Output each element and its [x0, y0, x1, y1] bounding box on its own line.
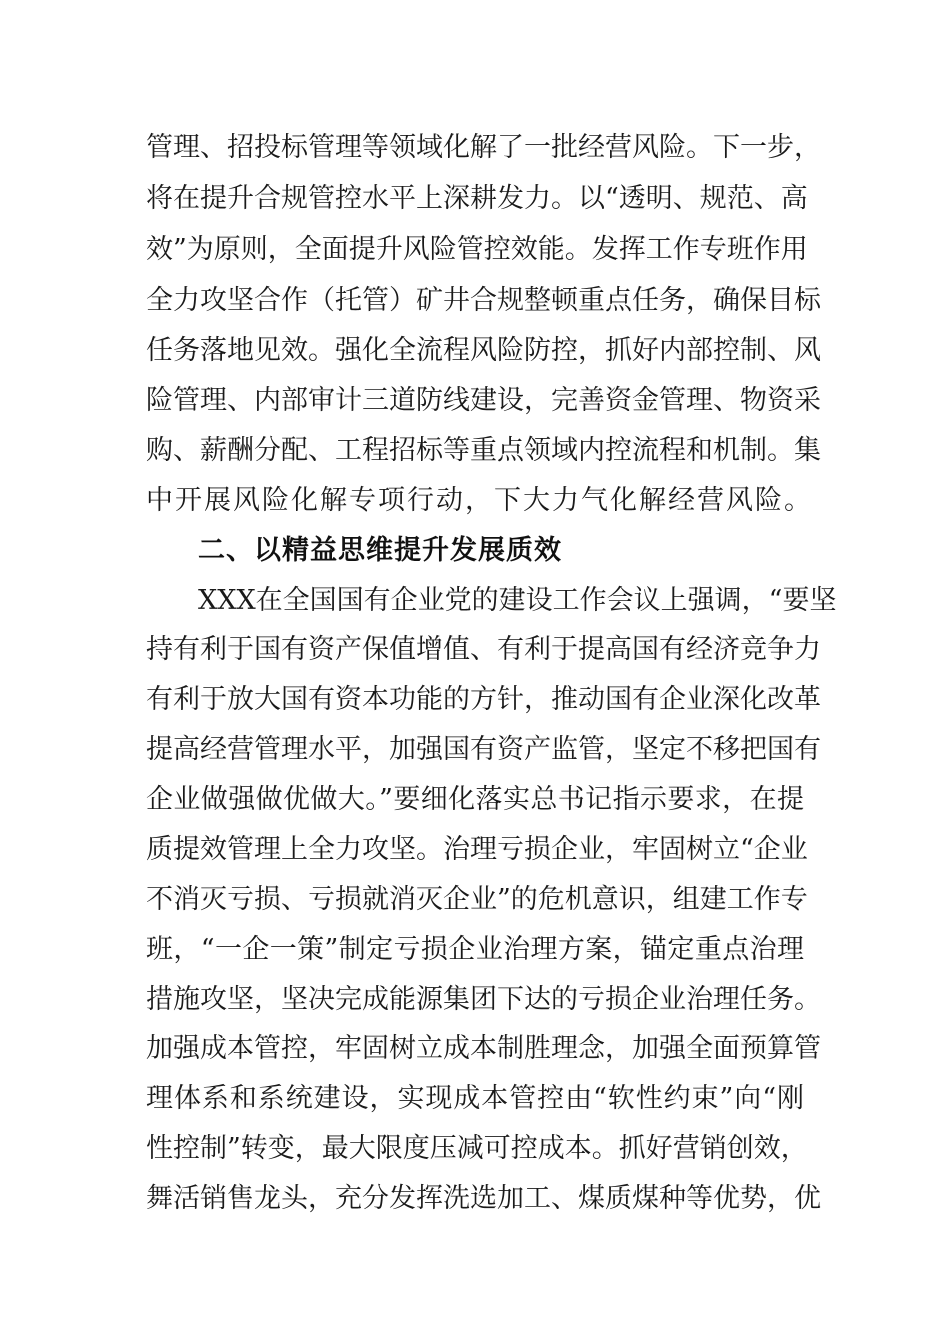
paragraph-2-line-13: 舞活销售龙头，充分发挥洗选加工、煤质煤种等优势，优 [146, 1183, 821, 1214]
paragraph-2-line-1: XXX在全国国有企业党的建设工作会议上强调，“要坚 [198, 585, 837, 616]
paragraph-1-line-5: 任务落地见效。强化全流程风险防控，抓好内部控制、风 [146, 335, 821, 366]
paragraph-2-line-2: 持有利于国有资产保值增值、有利于提高国有经济竞争力 [146, 634, 821, 665]
paragraph-2-line-6: 质提效管理上全力攻坚。治理亏损企业，牢固树立“企业 [146, 834, 808, 865]
paragraph-2-line-4: 提高经营管理水平，加强国有资产监管，坚定不移把国有 [146, 734, 821, 765]
paragraph-2-line-11: 理体系和系统建设，实现成本管控由“软性约束”向“刚 [146, 1083, 804, 1114]
paragraph-2-line-3: 有利于放大国有资本功能的方针，推动国有企业深化改革 [146, 684, 821, 715]
paragraph-2-line-12: 性控制”转变，最大限度压减可控成本。抓好营销创效， [146, 1133, 808, 1164]
paragraph-2-line-8: 班，“一企一策”制定亏损企业治理方案，锚定重点治理 [146, 934, 804, 965]
paragraph-2-line-7: 不消灭亏损、亏损就消灭企业”的危机意识，组建工作专 [146, 884, 808, 915]
paragraph-2-line-10: 加强成本管控，牢固树立成本制胜理念，加强全面预算管 [146, 1033, 821, 1064]
paragraph-1-line-1: 管理、招投标管理等领域化解了一批经营风险。下一步， [146, 132, 821, 163]
section-heading-2: 二、以精益思维提升发展质效 [198, 535, 562, 566]
paragraph-1-line-4: 全力攻坚合作（托管）矿井合规整顿重点任务，确保目标 [146, 285, 821, 316]
paragraph-1-line-2: 将在提升合规管控水平上深耕发力。以“透明、规范、高 [146, 183, 808, 214]
paragraph-2-line-5: 企业做强做优做大。”要细化落实总书记指示要求，在提 [146, 784, 804, 815]
paragraph-1-line-3: 效”为原则，全面提升风险管控效能。发挥工作专班作用 [146, 234, 808, 265]
paragraph-1-line-7: 购、薪酬分配、工程招标等重点领域内控流程和机制。集 [146, 435, 821, 466]
paragraph-2-line-9: 措施攻坚，坚决完成能源集团下达的亏损企业治理任务。 [146, 984, 821, 1015]
paragraph-1-line-6: 险管理、内部审计三道防线建设，完善资金管理、物资采 [146, 385, 821, 416]
paragraph-1-line-8: 中开展风险化解专项行动，下大力气化解经营风险。 [146, 485, 813, 516]
